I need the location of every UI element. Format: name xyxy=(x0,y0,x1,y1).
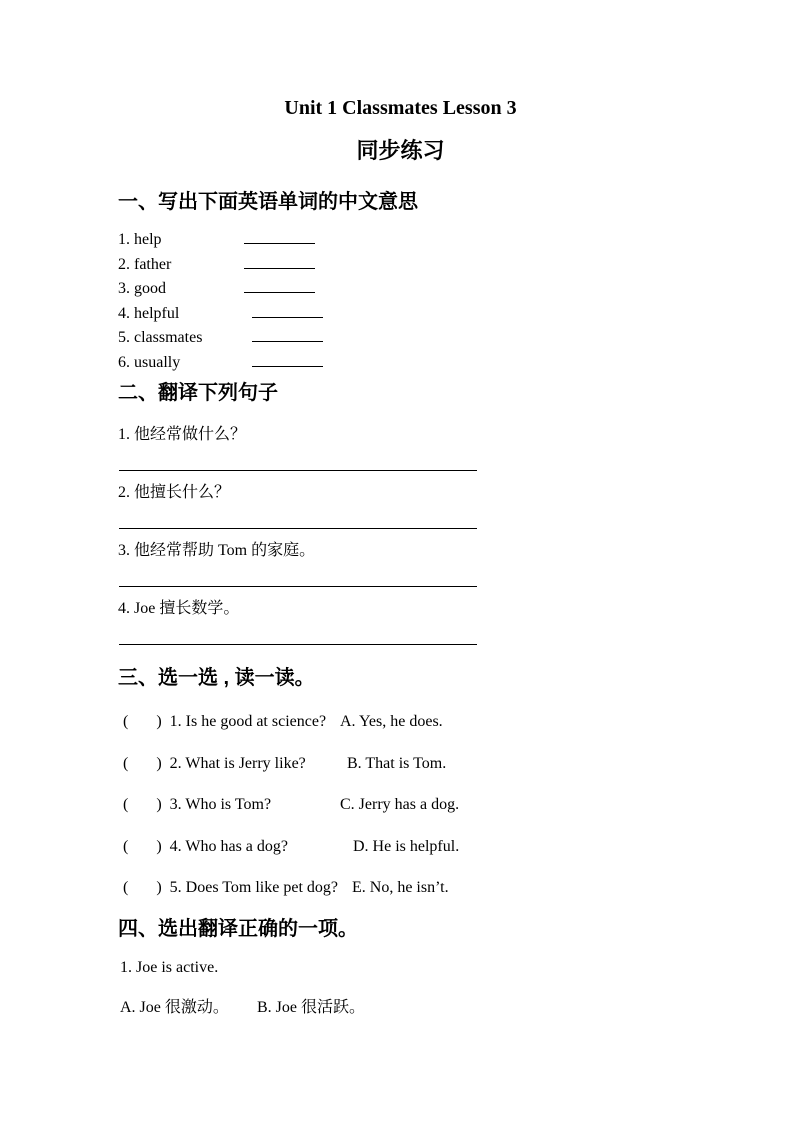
matching-answer: D. He is helpful. xyxy=(353,837,460,855)
vocab-row xyxy=(118,351,683,376)
worksheet-subtitle: 同步练习 xyxy=(356,138,445,163)
choice-options-row xyxy=(120,998,683,1018)
vocab-row xyxy=(118,228,683,253)
choice-stem: 1. Joe is active. xyxy=(120,959,219,976)
matching-list xyxy=(118,712,683,898)
matching-row xyxy=(123,712,683,732)
writing-line xyxy=(119,528,477,529)
section-3-heading: 三、选一选 , 读一读。 xyxy=(118,667,315,689)
choice-option-b: B. Joe 很活跃。 xyxy=(257,999,366,1016)
matching-question: ( ) 3. Who is Tom? xyxy=(123,796,272,813)
answer-blank xyxy=(244,229,315,244)
writing-line xyxy=(119,470,477,471)
matching-question: ( ) 4. Who has a dog? xyxy=(123,837,288,855)
matching-row xyxy=(123,837,683,857)
vocab-word-label: 3. good xyxy=(118,280,166,297)
vocab-row xyxy=(118,302,683,327)
matching-row xyxy=(123,795,683,815)
matching-question: ( ) 2. What is Jerry like? xyxy=(123,754,306,772)
vocab-word-label: 6. usually xyxy=(118,353,181,371)
answer-blank xyxy=(244,254,315,269)
page-title: Unit 1 Classmates Lesson 3 xyxy=(284,97,517,119)
vocab-word-label: 4. helpful xyxy=(118,304,180,322)
vocab-list xyxy=(118,228,683,375)
vocab-row xyxy=(118,277,683,302)
translation-sentence: 3. 他经常帮助 Tom 的家庭。 xyxy=(118,542,316,559)
translation-item xyxy=(118,599,683,645)
writing-line xyxy=(119,586,477,587)
answer-blank xyxy=(252,303,323,318)
translation-sentence: 4. Joe 擅长数学。 xyxy=(118,600,240,617)
choice-option-a: A. Joe 很激动。 xyxy=(120,999,229,1016)
translation-item xyxy=(118,541,683,587)
section-1-heading: 一、写出下面英语单词的中文意思 xyxy=(118,191,418,213)
vocab-word-label: 5. classmates xyxy=(118,329,203,346)
matching-row xyxy=(123,878,683,898)
answer-blank xyxy=(252,327,323,342)
matching-answer: B. That is Tom. xyxy=(347,754,447,772)
matching-answer: C. Jerry has a dog. xyxy=(340,796,460,813)
matching-question: ( ) 5. Does Tom like pet dog? xyxy=(123,879,338,896)
translation-item xyxy=(118,483,683,529)
translation-list xyxy=(118,425,683,645)
vocab-row xyxy=(118,253,683,278)
vocab-word-label: 1. help xyxy=(118,231,162,248)
matching-answer: A. Yes, he does. xyxy=(340,713,443,730)
section-4-heading: 四、选出翻译正确的一项。 xyxy=(118,918,358,940)
translation-sentence: 2. 他擅长什么？ xyxy=(118,484,231,501)
translation-item xyxy=(118,425,683,471)
answer-blank xyxy=(244,278,315,293)
writing-line xyxy=(119,644,477,645)
section-2-heading: 二、翻译下列句子 xyxy=(118,382,278,404)
matching-question: ( ) 1. Is he good at science? xyxy=(123,713,327,730)
matching-answer: E. No, he isn’t. xyxy=(352,879,449,896)
vocab-word-label: 2. father xyxy=(118,255,172,273)
matching-row xyxy=(123,754,683,774)
vocab-row xyxy=(118,326,683,351)
translation-sentence: 1. 他经常做什么？ xyxy=(118,426,247,443)
answer-blank xyxy=(252,352,323,367)
